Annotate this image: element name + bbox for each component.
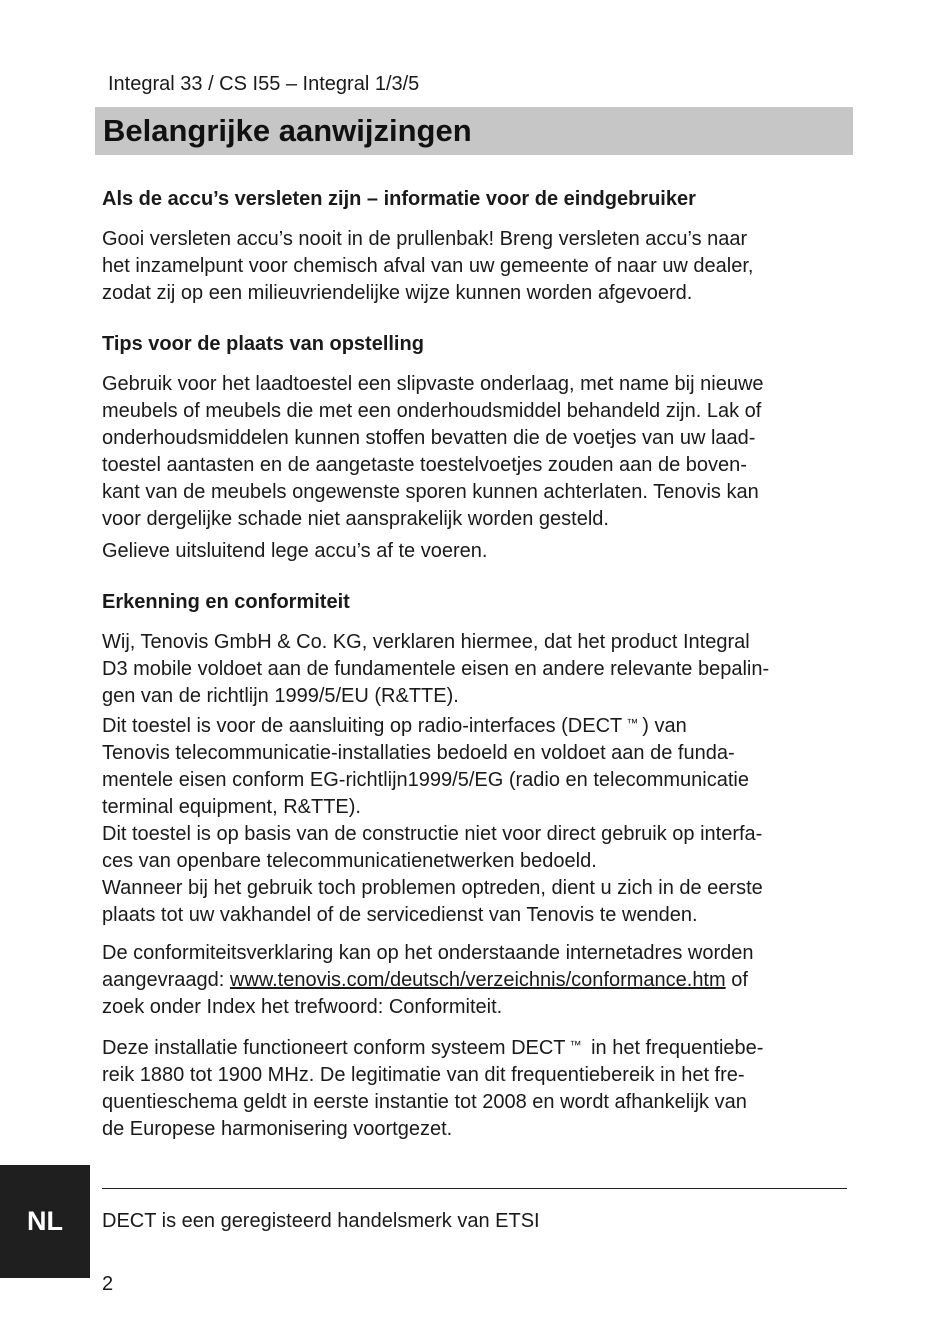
conformity-heading: Erkenning en conformiteit: [102, 591, 350, 613]
declaration-line: De conformiteitsverklaring kan op het onderstaande internetadres worden: [102, 942, 754, 964]
footnote-divider: [102, 1188, 847, 1189]
placement-extra: Gelieve uitsluitend lege accu’s af te voeren.: [102, 540, 488, 562]
battery-paragraph: [102, 226, 850, 307]
conformity-line: plaats tot uw vakhandel of de servicedienst van Tenovis te wenden.: [102, 904, 698, 926]
battery-line: Gooi versleten accu’s nooit in de prullenbak! Breng versleten accu’s naar: [102, 228, 748, 250]
trademark-symbol: ™: [626, 716, 639, 730]
declaration-suffix: of: [725, 969, 748, 991]
language-tab: NL: [0, 1165, 90, 1278]
placement-heading: Tips voor de plaats van opstelling: [102, 333, 424, 355]
dect-interface-text: Dit toestel is voor de aansluiting op radio-interfaces (DECT: [102, 715, 623, 737]
page-content: [102, 186, 850, 1143]
conformity-line: D3 mobile voldoet aan de fundamentele eisen en andere relevante bepalin-: [102, 658, 770, 680]
conformity-line: Wij, Tenovis GmbH & Co. KG, verklaren hiermee, dat het product Integral: [102, 631, 750, 653]
dect-interface-line: [102, 710, 850, 740]
conformance-link[interactable]: www.tenovis.com/deutsch/verzeichnis/conformance.htm: [229, 969, 726, 991]
frequency-line: de Europese harmonisering voortgezet.: [102, 1118, 453, 1140]
frequency-line: quentieschema geldt in eerste instantie tot 2008 en wordt afhankelijk van: [102, 1091, 747, 1113]
battery-line: zodat zij op een milieuvriendelijke wijze kunnen worden afgevoerd.: [102, 282, 693, 304]
conformity-line: gen van de richtlijn 1999/5/EU (R&TTE).: [102, 685, 459, 707]
page-number: 2: [102, 1273, 114, 1295]
dect-interface-text-end: ) van: [642, 715, 687, 737]
placement-line: Gebruik voor het laadtoestel een slipvaste onderlaag, met name bij nieuwe: [102, 373, 764, 395]
battery-line: het inzamelpunt voor chemisch afval van uw gemeente of naar uw dealer,: [102, 255, 754, 277]
frequency-first-line: [102, 1032, 850, 1062]
declaration-line: zoek onder Index het trefwoord: Conformiteit.: [102, 996, 503, 1018]
placement-line: voor dergelijke schade niet aansprakelijk worden gesteld.: [102, 508, 609, 530]
conformity-line: Dit toestel is op basis van de constructie niet voor direct gebruik op interfa-: [102, 823, 763, 845]
declaration-paragraph: [102, 940, 850, 1021]
frequency-line: reik 1880 tot 1900 MHz. De legitimatie van dit frequentiebereik in het fre-: [102, 1064, 745, 1086]
trademark-symbol: ™: [569, 1038, 582, 1052]
conformity-paragraph: [102, 629, 850, 929]
frequency-text: Deze installatie functioneert conform systeem DECT: [102, 1037, 566, 1059]
conformity-line: Tenovis telecommunicatie-installaties bedoeld en voldoet aan de funda-: [102, 742, 735, 764]
conformity-line: mentele eisen conform EG-richtlijn1999/5/EG (radio en telecommunicatie: [102, 769, 749, 791]
placement-paragraph: [102, 371, 850, 533]
declaration-prefix: aangevraagd:: [102, 969, 230, 991]
conformity-line: ces van openbare telecommunicatienetwerken bedoeld.: [102, 850, 597, 872]
frequency-paragraph: [102, 1032, 850, 1143]
battery-heading: Als de accu’s versleten zijn – informatie voor de eindgebruiker: [102, 188, 696, 210]
placement-line: toestel aantasten en de aangetaste toestelvoetjes zouden aan de boven-: [102, 454, 747, 476]
placement-line: kant van de meubels ongewenste sporen kunnen achterlaten. Tenovis kan: [102, 481, 759, 503]
frequency-text-end: in het frequentiebe-: [585, 1037, 764, 1059]
section-title: Belangrijke aanwijzingen: [103, 113, 472, 148]
conformity-line: terminal equipment, R&TTE).: [102, 796, 361, 818]
section-title-bar: [95, 107, 853, 155]
running-header: Integral 33 / CS I55 – Integral 1/3/5: [108, 73, 420, 95]
placement-line: meubels of meubels die met een onderhoudsmiddel behandeld zijn. Lak of: [102, 400, 762, 422]
footnote-text: DECT is een geregisteerd handelsmerk van ETSI: [102, 1210, 540, 1232]
conformity-line: Wanneer bij het gebruik toch problemen optreden, dient u zich in de eerste: [102, 877, 763, 899]
placement-line: onderhoudsmiddelen kunnen stoffen bevatten die de voetjes van uw laad-: [102, 427, 756, 449]
declaration-url-line: [102, 967, 850, 994]
